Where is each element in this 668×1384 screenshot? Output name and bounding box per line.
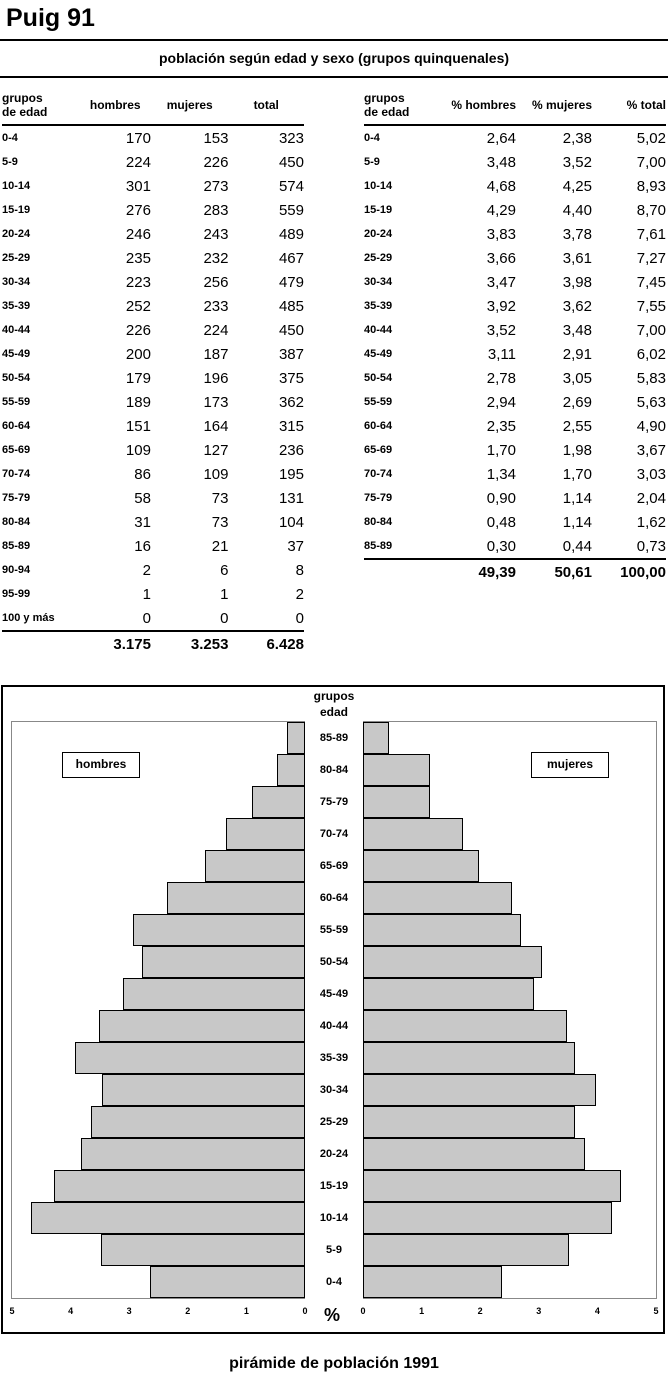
- bar-mujeres-30-34: [363, 1074, 596, 1106]
- pct-age-group: 80-84: [364, 516, 393, 528]
- pct-total-value: 4,90: [636, 417, 666, 435]
- header-mujeres: mujeres: [151, 85, 229, 125]
- age-label: 65-69: [319, 860, 349, 872]
- pct-table-row: [364, 198, 666, 222]
- pct-hombres-value: 3,11: [487, 345, 516, 363]
- pct-mujeres-value: 3,52: [562, 153, 592, 171]
- bar-mujeres-15-19: [363, 1170, 621, 1202]
- abs-age-group: 65-69: [2, 444, 31, 456]
- bar-hombres-55-59: [133, 914, 305, 946]
- table-subtitle: población según edad y sexo (grupos quinquenales): [158, 50, 510, 66]
- pct-hombres-value: 2,35: [486, 417, 516, 435]
- pct-total-value: 3,67: [636, 441, 666, 459]
- pct-hombres-value: 0,48: [486, 513, 516, 531]
- age-label: 60-64: [319, 892, 349, 904]
- pct-mujeres-value: 2,91: [562, 345, 592, 363]
- pct-table-row: [364, 390, 666, 414]
- pct-table-row: [364, 318, 666, 342]
- bar-mujeres-0-4: [363, 1266, 502, 1298]
- abs-mujeres-value: 224: [203, 321, 229, 339]
- pct-table-row: [364, 246, 666, 270]
- percent-table: [364, 85, 666, 584]
- pct-age-group: 30-34: [364, 276, 393, 288]
- abs-table-row: [2, 606, 304, 631]
- abs-mujeres-value: 256: [203, 273, 229, 291]
- abs-total-value: 450: [278, 321, 304, 339]
- bar-hombres-30-34: [102, 1074, 305, 1106]
- bar-mujeres-40-44: [363, 1010, 567, 1042]
- pct-total-total: 100,00: [592, 559, 666, 584]
- pct-age-group: 35-39: [364, 300, 393, 312]
- pct-hombres-value: 2,78: [486, 369, 516, 387]
- abs-age-group: 60-64: [2, 420, 31, 432]
- abs-total-value: 104: [278, 513, 304, 531]
- pct-mujeres-value: 0,44: [562, 537, 592, 555]
- bar-hombres-0-4: [150, 1266, 305, 1298]
- pct-total-mujeres: 50,61: [516, 559, 592, 584]
- bar-hombres-65-69: [205, 850, 305, 882]
- abs-total-value: 315: [278, 417, 304, 435]
- abs-total-value: 131: [278, 489, 304, 507]
- header-pct-mujeres: % mujeres: [516, 85, 592, 125]
- abs-total-value: 387: [278, 345, 304, 363]
- abs-age-group: 10-14: [2, 180, 31, 192]
- legend-mujeres: mujeres: [531, 752, 609, 778]
- age-label: 20-24: [319, 1148, 349, 1160]
- pct-hombres-value: 3,66: [486, 249, 516, 267]
- age-label: 70-74: [319, 828, 349, 840]
- bar-hombres-25-29: [91, 1106, 305, 1138]
- abs-hombres-value: 151: [125, 417, 151, 435]
- total-label: [2, 631, 80, 656]
- pct-age-group: 60-64: [364, 420, 393, 432]
- pct-mujeres-value: 2,69: [562, 393, 592, 411]
- abs-table-row: [2, 270, 304, 294]
- age-label: 80-84: [319, 764, 349, 776]
- age-label: 55-59: [319, 924, 349, 936]
- age-label: 40-44: [319, 1020, 349, 1032]
- pct-age-group: 55-59: [364, 396, 393, 408]
- page-title: Puig 91: [6, 4, 95, 32]
- x-tick-right: 1: [419, 1306, 425, 1316]
- abs-mujeres-value: 127: [203, 441, 229, 459]
- abs-age-group: 45-49: [2, 348, 31, 360]
- pct-table-row: [364, 366, 666, 390]
- pct-age-group: 5-9: [364, 156, 380, 168]
- abs-mujeres-value: 243: [203, 225, 229, 243]
- pct-total-label: [364, 559, 440, 584]
- age-label: 30-34: [319, 1084, 349, 1096]
- pct-hombres-value: 1,34: [486, 465, 516, 483]
- pct-age-group: 15-19: [364, 204, 393, 216]
- pct-age-group: 50-54: [364, 372, 393, 384]
- bar-mujeres-80-84: [363, 754, 430, 786]
- pct-total-value: 7,55: [636, 297, 666, 315]
- bar-mujeres-60-64: [363, 882, 512, 914]
- pct-total-value: 7,27: [636, 249, 666, 267]
- pct-mujeres-value: 3,61: [562, 249, 592, 267]
- pct-age-group: 20-24: [364, 228, 393, 240]
- header-grupos-pct: grupos de edad: [364, 85, 440, 125]
- abs-hombres-value: 0: [142, 609, 151, 627]
- abs-mujeres-value: 6: [220, 561, 229, 579]
- bar-mujeres-85-89: [363, 722, 389, 754]
- abs-table-row: [2, 534, 304, 558]
- pct-age-group: 0-4: [364, 132, 380, 144]
- age-label: 85-89: [319, 732, 349, 744]
- pct-mujeres-value: 3,05: [562, 369, 592, 387]
- age-label: 0-4: [326, 1276, 342, 1288]
- pct-hombres-value: 3,47: [486, 273, 516, 291]
- pct-mujeres-value: 4,40: [562, 201, 592, 219]
- abs-table-row: [2, 414, 304, 438]
- abs-age-group: 95-99: [2, 588, 31, 600]
- pct-mujeres-value: 1,70: [562, 465, 592, 483]
- abs-hombres-value: 179: [125, 369, 151, 387]
- abs-age-group: 30-34: [2, 276, 31, 288]
- pct-total-value: 7,00: [636, 321, 666, 339]
- abs-mujeres-value: 1: [220, 585, 229, 603]
- abs-table-row: [2, 582, 304, 606]
- abs-mujeres-value: 196: [203, 369, 229, 387]
- x-tick-left: 0: [302, 1306, 308, 1316]
- bar-hombres-50-54: [142, 946, 305, 978]
- pct-age-group: 75-79: [364, 492, 393, 504]
- total-total: 6.428: [228, 631, 304, 656]
- x-tick-left: 4: [68, 1306, 74, 1316]
- abs-hombres-value: 1: [142, 585, 151, 603]
- abs-mujeres-value: 73: [211, 489, 229, 507]
- bar-mujeres-10-14: [363, 1202, 612, 1234]
- abs-age-group: 0-4: [2, 132, 18, 144]
- pct-total-value: 5,02: [636, 129, 666, 147]
- abs-hombres-value: 31: [134, 513, 151, 531]
- abs-hombres-value: 223: [125, 273, 151, 291]
- bar-mujeres-75-79: [363, 786, 430, 818]
- abs-age-group: 5-9: [2, 156, 18, 168]
- pct-age-group: 10-14: [364, 180, 393, 192]
- abs-age-group: 25-29: [2, 252, 31, 264]
- bar-mujeres-20-24: [363, 1138, 585, 1170]
- abs-table-row: [2, 246, 304, 270]
- total-mujeres: 3.253: [151, 631, 229, 656]
- x-tick-left: 3: [126, 1306, 132, 1316]
- abs-age-group: 50-54: [2, 372, 31, 384]
- header-pct-total: % total: [592, 85, 666, 125]
- abs-table-row: [2, 486, 304, 510]
- x-tick-right: 0: [360, 1306, 366, 1316]
- bar-hombres-35-39: [75, 1042, 305, 1074]
- bar-hombres-10-14: [31, 1202, 305, 1234]
- abs-table-row: [2, 222, 304, 246]
- pct-age-group: 25-29: [364, 252, 393, 264]
- pct-age-group: 40-44: [364, 324, 393, 336]
- abs-total-value: 479: [278, 273, 304, 291]
- pct-total-value: 7,45: [636, 273, 666, 291]
- abs-total-value: 450: [278, 153, 304, 171]
- x-tick-right: 2: [477, 1306, 483, 1316]
- pct-table-row: [364, 534, 666, 559]
- pct-hombres-value: 0,30: [486, 537, 516, 555]
- header-hombres: hombres: [80, 85, 151, 125]
- abs-table-row: [2, 342, 304, 366]
- pct-mujeres-value: 2,55: [562, 417, 592, 435]
- age-label: 25-29: [319, 1116, 349, 1128]
- abs-total-value: 362: [278, 393, 304, 411]
- abs-hombres-value: 246: [125, 225, 151, 243]
- abs-hombres-value: 301: [125, 177, 151, 195]
- abs-mujeres-value: 187: [203, 345, 229, 363]
- abs-table-row: [2, 198, 304, 222]
- abs-table-row: [2, 558, 304, 582]
- abs-total-value: 195: [278, 465, 304, 483]
- abs-table-row: [2, 174, 304, 198]
- bar-hombres-45-49: [123, 978, 305, 1010]
- pct-total-value: 8,70: [636, 201, 666, 219]
- abs-mujeres-value: 0: [220, 609, 229, 627]
- bar-mujeres-25-29: [363, 1106, 575, 1138]
- abs-table-row: [2, 366, 304, 390]
- pct-hombres-value: 4,29: [486, 201, 516, 219]
- abs-age-group: 40-44: [2, 324, 31, 336]
- subtitle-rule: [0, 76, 668, 78]
- pct-hombres-value: 1,70: [486, 441, 516, 459]
- pct-total-value: 2,04: [636, 489, 666, 507]
- bar-hombres-80-84: [277, 754, 305, 786]
- abs-table-row: [2, 294, 304, 318]
- abs-total-value: 559: [278, 201, 304, 219]
- pct-table-row: [364, 294, 666, 318]
- abs-mujeres-value: 153: [203, 129, 229, 147]
- age-label: 45-49: [319, 988, 349, 1000]
- abs-mujeres-value: 21: [211, 537, 229, 555]
- pct-mujeres-value: 3,78: [562, 225, 592, 243]
- bar-mujeres-5-9: [363, 1234, 569, 1266]
- bar-mujeres-55-59: [363, 914, 521, 946]
- abs-table-row: [2, 438, 304, 462]
- bar-hombres-40-44: [99, 1010, 305, 1042]
- x-tick-left: 1: [243, 1306, 249, 1316]
- abs-age-group: 90-94: [2, 564, 31, 576]
- pct-table-row: [364, 125, 666, 150]
- pct-total-value: 0,73: [636, 537, 666, 555]
- abs-mujeres-value: 173: [203, 393, 229, 411]
- abs-table-row: [2, 150, 304, 174]
- abs-age-group: 80-84: [2, 516, 31, 528]
- abs-table-row: [2, 318, 304, 342]
- pct-total-value: 7,00: [636, 153, 666, 171]
- abs-hombres-value: 276: [125, 201, 151, 219]
- title-rule: [0, 39, 668, 41]
- pct-hombres-value: 2,64: [486, 129, 516, 147]
- abs-mujeres-value: 233: [203, 297, 229, 315]
- pct-table-row: [364, 438, 666, 462]
- bar-mujeres-45-49: [363, 978, 534, 1010]
- bar-hombres-60-64: [167, 882, 305, 914]
- age-label: 50-54: [319, 956, 349, 968]
- abs-mujeres-value: 273: [203, 177, 229, 195]
- pct-table-row: [364, 150, 666, 174]
- abs-age-group: 55-59: [2, 396, 31, 408]
- abs-hombres-value: 226: [125, 321, 151, 339]
- bar-hombres-5-9: [101, 1234, 305, 1266]
- abs-hombres-value: 170: [125, 129, 151, 147]
- pct-hombres-value: 3,92: [486, 297, 516, 315]
- pct-hombres-value: 4,68: [486, 177, 516, 195]
- abs-hombres-value: 252: [125, 297, 151, 315]
- bar-hombres-15-19: [54, 1170, 305, 1202]
- abs-mujeres-value: 226: [203, 153, 229, 171]
- abs-total-value: 236: [278, 441, 304, 459]
- abs-total-value: 0: [295, 609, 304, 627]
- abs-table-row: [2, 125, 304, 150]
- abs-total-value: 2: [295, 585, 304, 603]
- abs-age-group: 70-74: [2, 468, 31, 480]
- abs-total-value: 323: [278, 129, 304, 147]
- x-axis-label: %: [324, 1305, 341, 1325]
- abs-table-row: [2, 462, 304, 486]
- absolute-table: [2, 85, 304, 656]
- pct-table-row: [364, 342, 666, 366]
- total-hombres: 3.175: [80, 631, 151, 656]
- abs-hombres-value: 200: [125, 345, 151, 363]
- age-label: 5-9: [326, 1244, 342, 1256]
- abs-age-group: 100 y más: [2, 612, 55, 624]
- header-pct-hombres: % hombres: [440, 85, 516, 125]
- pct-hombres-value: 2,94: [486, 393, 516, 411]
- pct-age-group: 85-89: [364, 540, 393, 552]
- pct-table-row: [364, 510, 666, 534]
- legend-hombres: hombres: [62, 752, 140, 778]
- abs-mujeres-value: 73: [211, 513, 229, 531]
- pct-hombres-value: 3,52: [486, 321, 516, 339]
- abs-mujeres-value: 164: [203, 417, 229, 435]
- pct-mujeres-value: 3,62: [562, 297, 592, 315]
- x-tick-left: 5: [9, 1306, 15, 1316]
- bar-mujeres-70-74: [363, 818, 463, 850]
- abs-total-value: 574: [278, 177, 304, 195]
- abs-mujeres-value: 109: [203, 465, 229, 483]
- x-tick-right: 3: [536, 1306, 542, 1316]
- age-axis-title: grupos edad: [313, 689, 355, 719]
- abs-hombres-value: 58: [134, 489, 151, 507]
- pct-mujeres-value: 1,14: [562, 513, 592, 531]
- pct-hombres-value: 3,48: [486, 153, 516, 171]
- abs-age-group: 15-19: [2, 204, 31, 216]
- pct-total-value: 5,63: [636, 393, 666, 411]
- abs-hombres-value: 86: [134, 465, 151, 483]
- abs-total-value: 8: [295, 561, 304, 579]
- abs-total-value: 467: [278, 249, 304, 267]
- abs-mujeres-value: 232: [203, 249, 229, 267]
- pct-hombres-value: 3,83: [486, 225, 516, 243]
- abs-hombres-value: 189: [125, 393, 151, 411]
- pct-table-row: [364, 486, 666, 510]
- pct-total-value: 1,62: [636, 513, 666, 531]
- pct-mujeres-value: 1,98: [562, 441, 592, 459]
- abs-hombres-value: 224: [125, 153, 151, 171]
- age-label: 75-79: [319, 796, 349, 808]
- pct-total-value: 6,02: [636, 345, 666, 363]
- bar-mujeres-65-69: [363, 850, 479, 882]
- abs-table-row: [2, 510, 304, 534]
- age-label: 15-19: [319, 1180, 349, 1192]
- pct-table-row: [364, 462, 666, 486]
- bar-hombres-75-79: [252, 786, 305, 818]
- abs-age-group: 75-79: [2, 492, 31, 504]
- pct-table-row: [364, 270, 666, 294]
- bar-hombres-20-24: [81, 1138, 305, 1170]
- pct-age-group: 45-49: [364, 348, 393, 360]
- pct-total-value: 8,93: [636, 177, 666, 195]
- pct-table-row: [364, 222, 666, 246]
- bar-hombres-70-74: [226, 818, 305, 850]
- abs-age-group: 20-24: [2, 228, 31, 240]
- pct-age-group: 70-74: [364, 468, 393, 480]
- age-label: 10-14: [319, 1212, 349, 1224]
- pct-total-value: 5,83: [636, 369, 666, 387]
- x-tick-right: 5: [653, 1306, 659, 1316]
- abs-age-group: 85-89: [2, 540, 31, 552]
- age-label: 35-39: [319, 1052, 349, 1064]
- pct-mujeres-value: 3,48: [562, 321, 592, 339]
- abs-table-row: [2, 390, 304, 414]
- abs-hombres-value: 109: [125, 441, 151, 459]
- abs-hombres-value: 235: [125, 249, 151, 267]
- pct-mujeres-value: 3,98: [562, 273, 592, 291]
- abs-hombres-value: 16: [134, 537, 151, 555]
- abs-total-value: 375: [278, 369, 304, 387]
- abs-mujeres-value: 283: [203, 201, 229, 219]
- abs-total-value: 37: [287, 537, 304, 555]
- pct-table-row: [364, 414, 666, 438]
- pct-mujeres-value: 2,38: [562, 129, 592, 147]
- chart-title: pirámide de población 1991: [229, 1355, 439, 1372]
- pct-total-value: 7,61: [636, 225, 666, 243]
- bar-mujeres-50-54: [363, 946, 542, 978]
- pct-total-value: 3,03: [636, 465, 666, 483]
- pct-table-row: [364, 174, 666, 198]
- x-tick-left: 2: [185, 1306, 191, 1316]
- pct-age-group: 65-69: [364, 444, 393, 456]
- x-tick-right: 4: [594, 1306, 600, 1316]
- header-grupos: grupos de edad: [2, 85, 80, 125]
- abs-total-value: 485: [278, 297, 304, 315]
- pct-mujeres-value: 4,25: [562, 177, 592, 195]
- abs-hombres-value: 2: [142, 561, 151, 579]
- header-total: total: [228, 85, 304, 125]
- pct-hombres-value: 0,90: [486, 489, 516, 507]
- bar-mujeres-35-39: [363, 1042, 575, 1074]
- pct-total-hombres: 49,39: [440, 559, 516, 584]
- abs-age-group: 35-39: [2, 300, 31, 312]
- pct-mujeres-value: 1,14: [562, 489, 592, 507]
- abs-total-value: 489: [278, 225, 304, 243]
- bar-hombres-85-89: [287, 722, 305, 754]
